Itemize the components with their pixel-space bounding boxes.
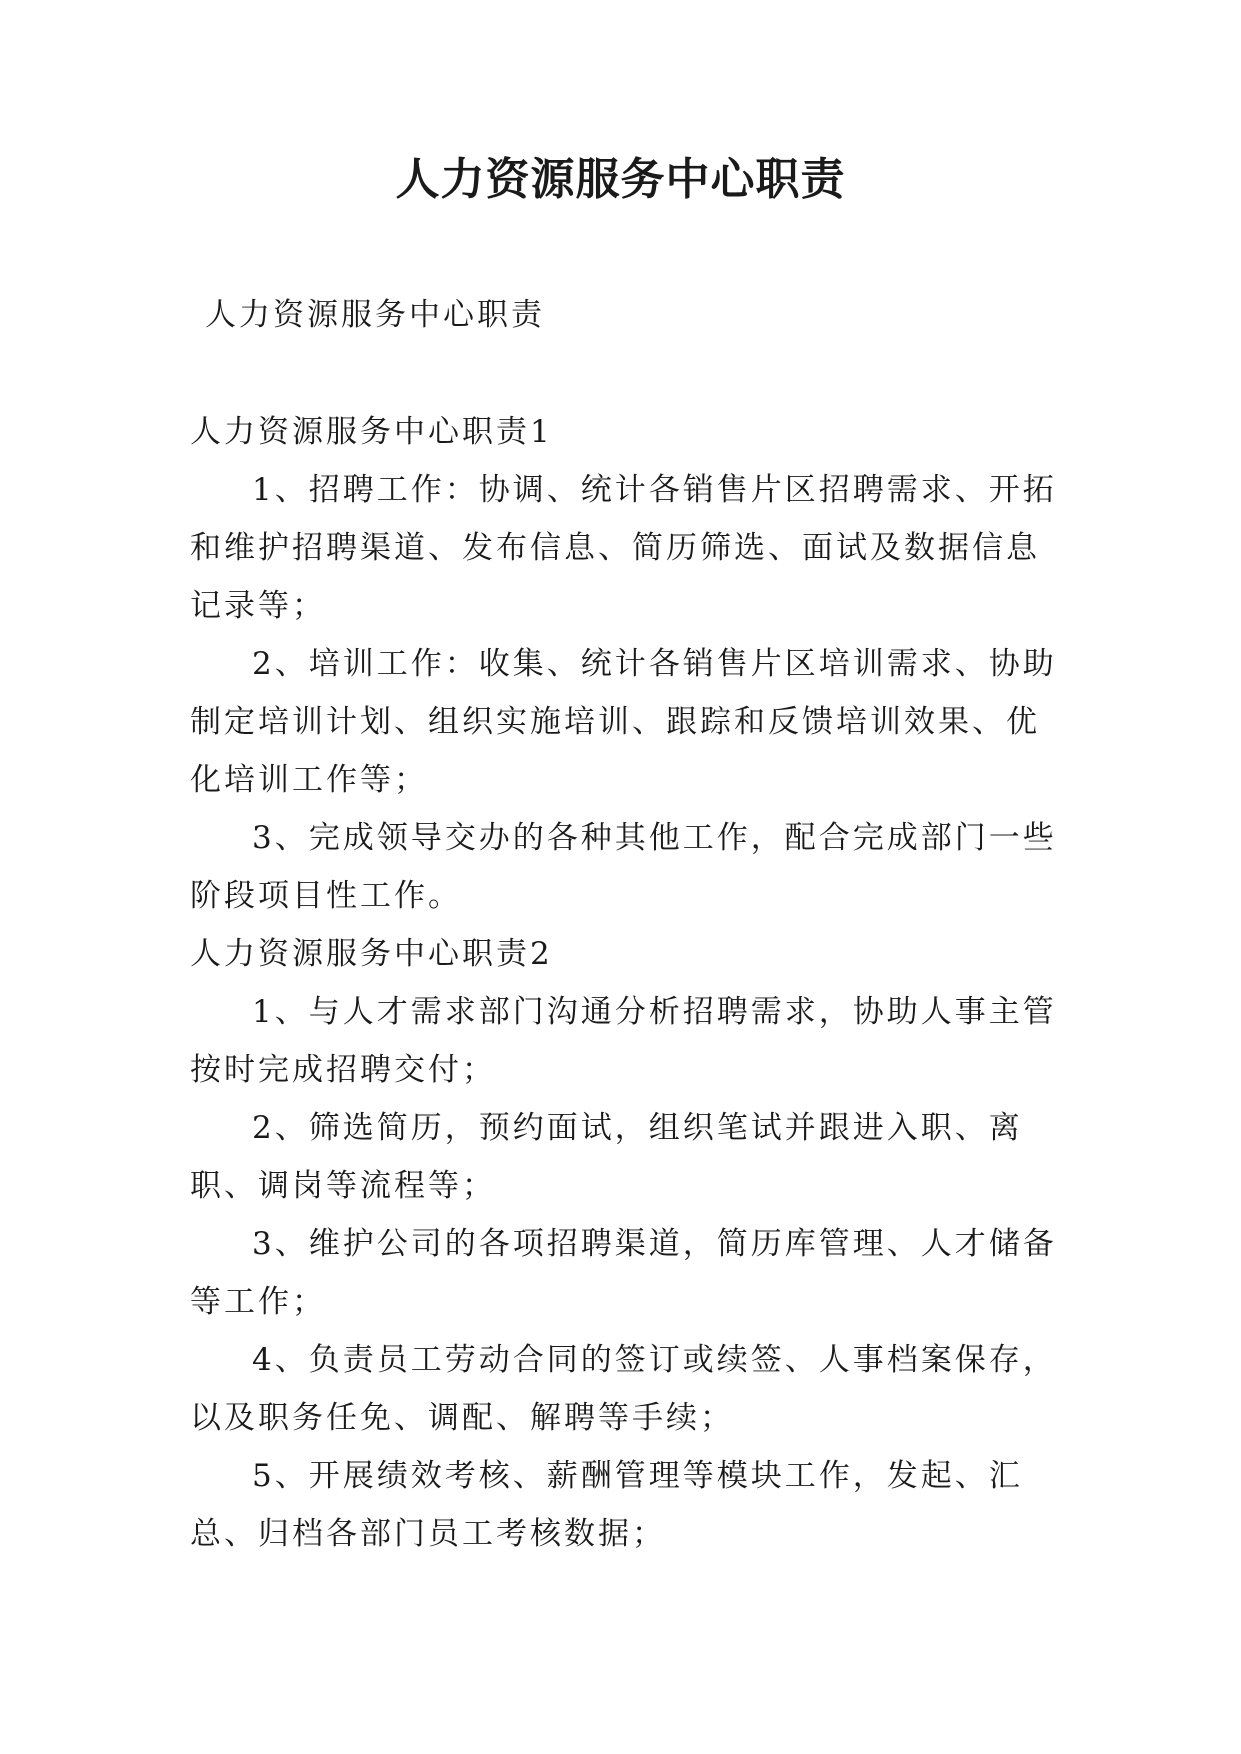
- section-heading: 人力资源服务中心职责1: [190, 414, 553, 450]
- paragraph: 2、筛选简历，预约面试，组织笔试并跟进入职、离职、调岗等流程等；: [190, 1110, 1023, 1204]
- section-heading: 人力资源服务中心职责2: [190, 936, 553, 972]
- document-body: [190, 403, 1070, 1563]
- paragraph: 4、负责员工劳动合同的签订或续签、人事档案保存，以及职务任免、调配、解聘等手续；: [190, 1342, 1057, 1436]
- paragraph: 3、维护公司的各项招聘渠道，简历库管理、人才储备等工作；: [190, 1226, 1057, 1320]
- paragraph: 1、与人才需求部门沟通分析招聘需求，协助人事主管按时完成招聘交付；: [190, 994, 1057, 1088]
- document-subtitle: 人力资源服务中心职责: [205, 297, 545, 333]
- document-title: 人力资源服务中心职责: [395, 154, 846, 205]
- paragraph: 1、招聘工作：协调、统计各销售片区招聘需求、开拓和维护招聘渠道、发布信息、简历筛选、面试及数据信息记录等；: [190, 472, 1057, 624]
- paragraph: 2、培训工作：收集、统计各销售片区培训需求、协助制定培训计划、组织实施培训、跟踪和反馈培训效果、优化培训工作等；: [190, 646, 1057, 798]
- paragraph: 5、开展绩效考核、薪酬管理等模块工作，发起、汇总、归档各部门员工考核数据；: [190, 1458, 1023, 1552]
- paragraph: 3、完成领导交办的各种其他工作，配合完成部门一些阶段项目性工作。: [190, 820, 1057, 914]
